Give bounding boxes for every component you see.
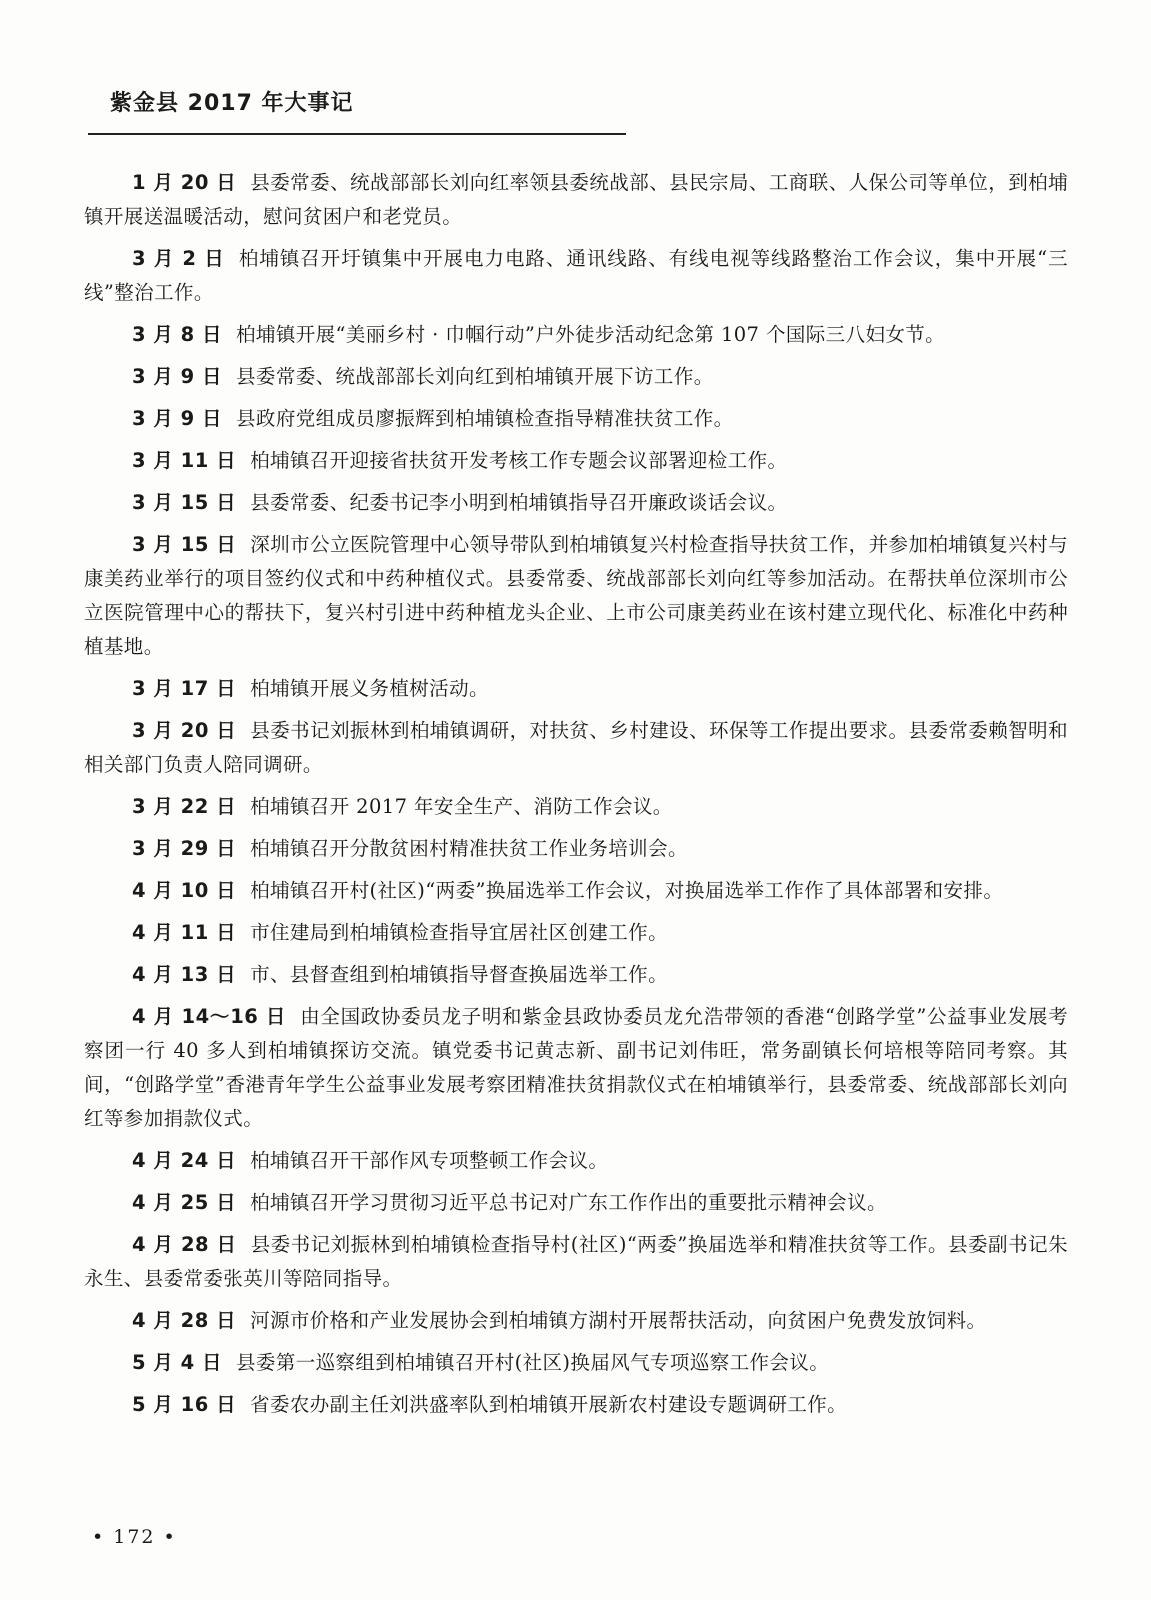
entry-text: 县委书记刘振林到柏埔镇调研，对扶贫、乡村建设、环保等工作提出要求。县委常委赖智明和相关部门负责人陪同调研。: [84, 719, 1068, 776]
entry-text: 柏埔镇召开圩镇集中开展电力电路、通讯线路、有线电视等线路整治工作会议，集中开展“三线”整治工作。: [84, 247, 1068, 304]
entry-date: 4 月 10 日: [132, 879, 237, 902]
entry-text: 柏埔镇召开 2017 年安全生产、消防工作会议。: [250, 795, 673, 818]
entry-date: 3 月 11 日: [132, 449, 237, 472]
entry-text: 县委常委、统战部部长刘向红率领县委统战部、县民宗局、工商联、人保公司等单位，到柏埔镇开展送温暖活动，慰问贫困户和老党员。: [84, 171, 1068, 228]
chronicle-entry: [84, 958, 1068, 992]
chronicle-entry: [84, 242, 1068, 310]
chronicle-entry: [84, 1000, 1068, 1136]
entry-text: 柏埔镇召开分散贫困村精准扶贫工作业务培训会。: [250, 837, 688, 860]
chronicle-entry: [84, 874, 1068, 908]
entry-date: 5 月 4 日: [132, 1351, 223, 1374]
entry-date: 3 月 8 日: [132, 323, 223, 346]
entry-date: 3 月 15 日: [132, 491, 237, 514]
entry-date: 3 月 15 日: [132, 533, 237, 556]
entry-text: 市住建局到柏埔镇检查指导宜居社区创建工作。: [250, 921, 668, 944]
entry-date: 3 月 29 日: [132, 837, 237, 860]
page-number: • 172 •: [92, 1526, 177, 1548]
chronicle-entries: [84, 166, 1068, 1430]
entry-text: 由全国政协委员龙子明和紫金县政协委员龙允浩带领的香港“创路学堂”公益事业发展考察团一行 40 多人到柏埔镇探访交流。镇党委书记黄志新、副书记刘伟旺，常务副镇长何培根等陪同考察。其间，“创路学堂”香港青年学生公益事业发展考察团精准扶贫捐款仪式在柏埔镇举行，县委常委、统战部部长刘向红等参加捐款仪式。: [84, 1005, 1068, 1130]
chronicle-entry: [84, 916, 1068, 950]
chronicle-entry: [84, 1304, 1068, 1338]
entry-date: 4 月 28 日: [132, 1309, 237, 1332]
entry-text: 柏埔镇召开干部作风专项整顿工作会议。: [250, 1149, 609, 1172]
entry-text: 县委常委、纪委书记李小明到柏埔镇指导召开廉政谈话会议。: [250, 491, 788, 514]
entry-date: 3 月 9 日: [132, 365, 223, 388]
chronicle-entry: [84, 714, 1068, 782]
chronicle-entry: [84, 1346, 1068, 1380]
entry-date: 1 月 20 日: [132, 171, 237, 194]
entry-date: 3 月 22 日: [132, 795, 237, 818]
chronicle-entry: [84, 1388, 1068, 1422]
chronicle-entry: [84, 486, 1068, 520]
chronicle-entry: [84, 402, 1068, 436]
running-header: 紫金县 2017 年大事记: [110, 91, 354, 116]
entry-text: 县委书记刘振林到柏埔镇检查指导村(社区)“两委”换届选举和精准扶贫等工作。县委副书记朱永生、县委常委张英川等陪同指导。: [84, 1233, 1068, 1290]
entry-text: 市、县督查组到柏埔镇指导督查换届选举工作。: [250, 963, 668, 986]
entry-text: 县政府党组成员廖振辉到柏埔镇检查指导精准扶贫工作。: [236, 407, 734, 430]
entry-text: 县委常委、统战部部长刘向红到柏埔镇开展下访工作。: [236, 365, 714, 388]
entry-date: 3 月 2 日: [132, 247, 225, 270]
chronicle-entry: [84, 528, 1068, 664]
header-rule: [88, 133, 626, 135]
chronicle-entry: [84, 166, 1068, 234]
entry-text: 柏埔镇开展义务植树活动。: [250, 677, 489, 700]
entry-text: 柏埔镇开展“美丽乡村 · 巾帼行动”户外徒步活动纪念第 107 个国际三八妇女节。: [236, 323, 946, 346]
chronicle-entry: [84, 790, 1068, 824]
chronicle-entry: [84, 1186, 1068, 1220]
entry-text: 深圳市公立医院管理中心领导带队到柏埔镇复兴村检查指导扶贫工作，并参加柏埔镇复兴村与康美药业举行的项目签约仪式和中药种植仪式。县委常委、统战部部长刘向红等参加活动。在帮扶单位深圳市公立医院管理中心的帮扶下，复兴村引进中药种植龙头企业、上市公司康美药业在该村建立现代化、标准化中药种植基地。: [84, 533, 1068, 658]
entry-text: 柏埔镇召开学习贯彻习近平总书记对广东工作作出的重要批示精神会议。: [250, 1191, 887, 1214]
entry-date: 4 月 28 日: [132, 1233, 237, 1256]
entry-date: 4 月 25 日: [132, 1191, 237, 1214]
entry-text: 柏埔镇召开迎接省扶贫开发考核工作专题会议部署迎检工作。: [250, 449, 788, 472]
entry-date: 4 月 24 日: [132, 1149, 237, 1172]
chronicle-entry: [84, 444, 1068, 478]
entry-date: 4 月 11 日: [132, 921, 237, 944]
chronicle-entry: [84, 832, 1068, 866]
chronicle-entry: [84, 318, 1068, 352]
chronicle-entry: [84, 672, 1068, 706]
entry-text: 河源市价格和产业发展协会到柏埔镇方湖村开展帮扶活动，向贫困户免费发放饲料。: [250, 1309, 987, 1332]
chronicle-entry: [84, 360, 1068, 394]
entry-text: 省委农办副主任刘洪盛率队到柏埔镇开展新农村建设专题调研工作。: [250, 1393, 848, 1416]
entry-date: 5 月 16 日: [132, 1393, 237, 1416]
chronicle-entry: [84, 1228, 1068, 1296]
entry-text: 县委第一巡察组到柏埔镇召开村(社区)换届风气专项巡察工作会议。: [236, 1351, 830, 1374]
chronicle-entry: [84, 1144, 1068, 1178]
entry-text: 柏埔镇召开村(社区)“两委”换届选举工作会议，对换届选举工作作了具体部署和安排。: [250, 879, 1004, 902]
entry-date: 4 月 14～16 日: [132, 1005, 287, 1028]
entry-date: 3 月 17 日: [132, 677, 237, 700]
entry-date: 3 月 20 日: [132, 719, 237, 742]
entry-date: 3 月 9 日: [132, 407, 223, 430]
entry-date: 4 月 13 日: [132, 963, 237, 986]
